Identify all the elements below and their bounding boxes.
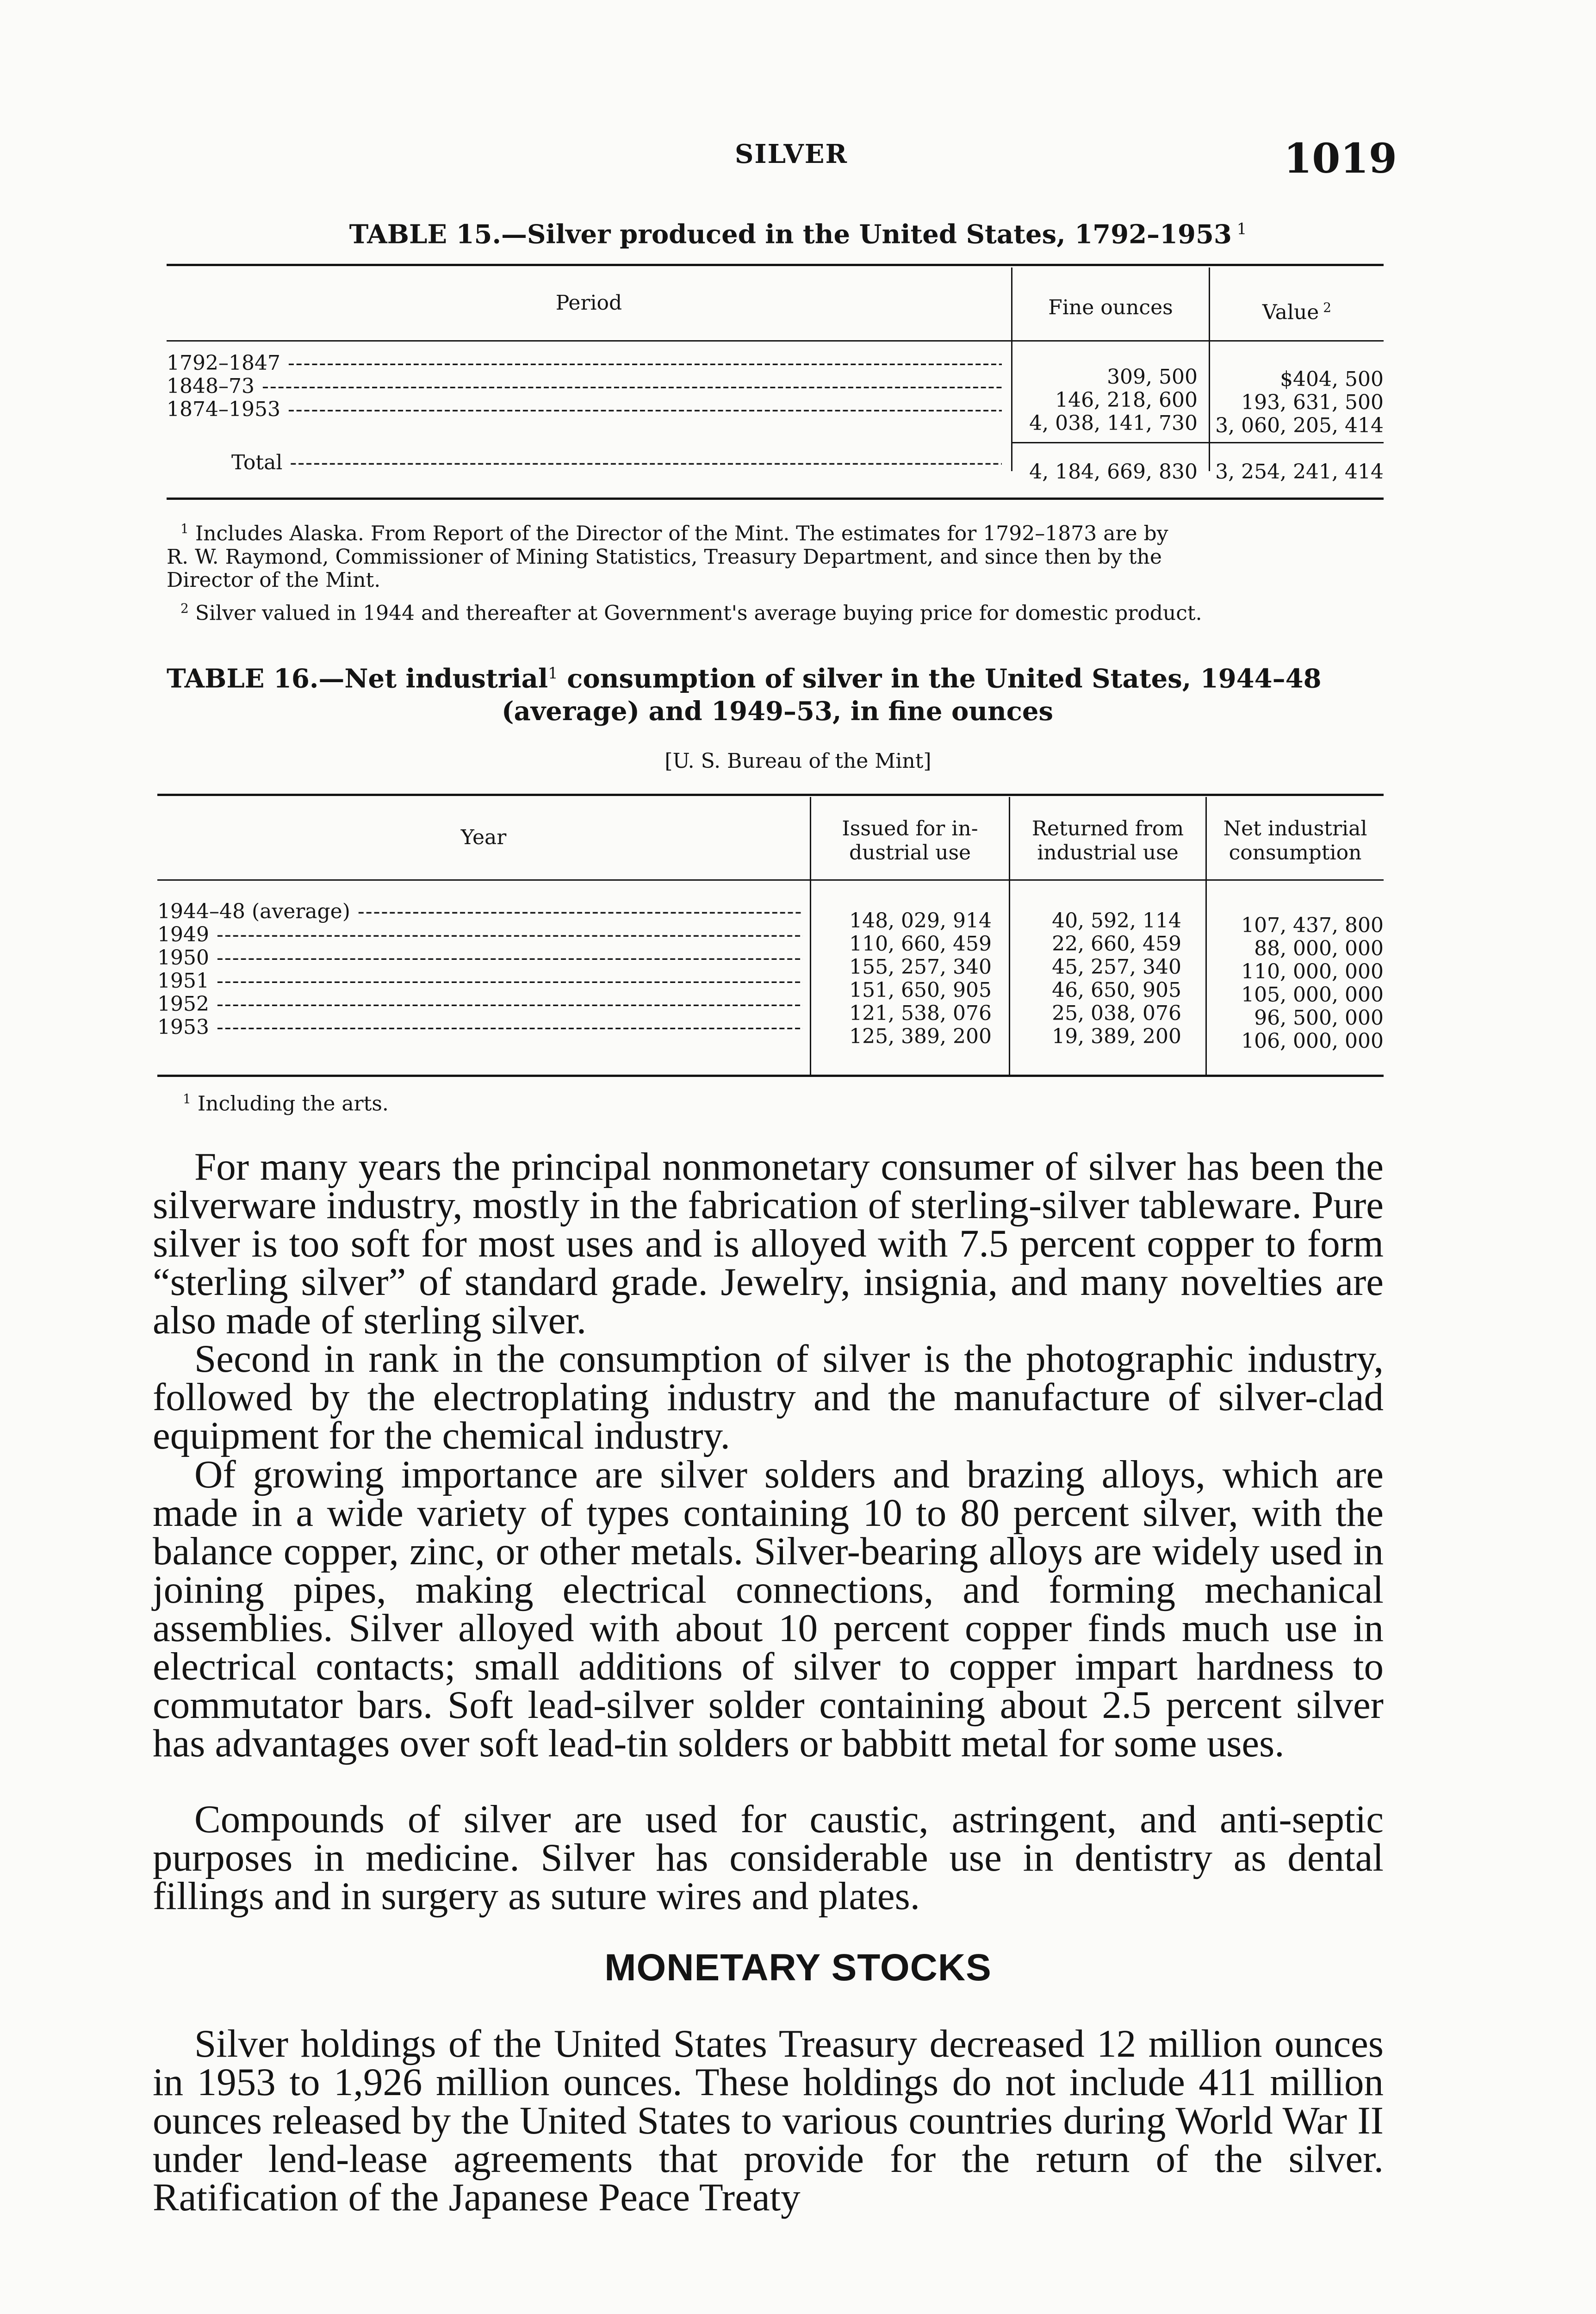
table16-year: 1949 ----- — [157, 923, 803, 946]
body-paragraph: For many years the principal nonmonetary consumer of silver has been the silverware industry, mostly in the fabrication of sterling-silver tableware. Pure silver is too soft for most uses and is alloyed with 7.5 percent copper to form “sterling silver” of standard grade. Jewelry, insignia, and many novelties are also made of sterling silver. — [153, 1145, 1384, 1342]
header-line: Returned from — [1031, 817, 1184, 840]
table16-caption-text: TABLE 16.—Net industrial — [167, 663, 548, 694]
table16-year: 1950 ----- — [157, 946, 803, 970]
table15-header-fine-ounces: Fine ounces — [1048, 296, 1173, 319]
table15-period: 1848–73 ----- — [167, 375, 1002, 398]
table16-returned: 40, 592, 114 — [1052, 909, 1181, 933]
header-line: consumption — [1229, 841, 1362, 865]
table15-value: 3, 060, 205, 414 — [1215, 414, 1384, 437]
table15-header-period: Period — [555, 291, 622, 315]
table16-header-year: Year — [460, 826, 507, 849]
table16-net: 96, 500, 000 — [1254, 1006, 1384, 1030]
table16-net: 110, 000, 000 — [1241, 960, 1384, 983]
table16-issued: 148, 029, 914 — [849, 909, 992, 933]
table16-caption-text-rest: consumption of silver in the United States, 1944–48 — [567, 663, 1322, 694]
table16-caption-line2: (average) and 1949–53, in fine ounces — [501, 696, 1054, 727]
running-head — [0, 134, 1596, 182]
table15-caption-note: 1 — [1236, 220, 1247, 238]
table16-year: 1944–48 (average) ----- — [157, 900, 803, 923]
table15-caption-text: TABLE 15.—Silver produced in the United States, 1792–1953 — [349, 219, 1232, 250]
header-line: dustrial use — [849, 841, 971, 865]
table16-net: 107, 437, 800 — [1241, 914, 1384, 937]
table16-caption — [167, 657, 1388, 728]
table16-header-net — [1207, 817, 1384, 865]
table15-header-rule — [167, 340, 1384, 342]
table16-header-issued — [811, 817, 1009, 865]
table15-header-value-note: 2 — [1323, 300, 1332, 315]
footnote-mark: 2 — [180, 601, 189, 616]
table15-total-value: 3, 254, 241, 414 — [1215, 460, 1384, 484]
footnote-line: R. W. Raymond, Commissioner of Mining Statistics, Treasury Department, and since then by the — [167, 545, 1162, 569]
table15-header-value — [1210, 296, 1384, 324]
table16-source: [U. S. Bureau of the Mint] — [664, 749, 932, 773]
table16-bottom-rule — [157, 1075, 1384, 1077]
table15-total-label: Total ----- — [231, 451, 1002, 474]
table16-header-rule — [157, 879, 1384, 881]
table15-period: 1874–1953 ----- — [167, 398, 1002, 421]
table15-top-rule — [167, 264, 1384, 266]
table16-net: 88, 000, 000 — [1254, 937, 1384, 960]
table15-value: $404, 500 — [1280, 367, 1384, 391]
footnote-line: Silver valued in 1944 and thereafter at Government's average buying price for domestic product. — [195, 601, 1202, 625]
table15-fine-ounces: 309, 500 — [1107, 365, 1198, 389]
table15-caption — [0, 213, 1596, 251]
table15-footnote-2 — [167, 597, 1384, 625]
table16-net: 106, 000, 000 — [1241, 1029, 1384, 1053]
header-line: Issued for in- — [842, 817, 978, 840]
table16-issued: 125, 389, 200 — [849, 1025, 992, 1048]
page-number: 1019 — [1284, 134, 1397, 182]
table16-net: 105, 000, 000 — [1241, 983, 1384, 1007]
table16-returned: 46, 650, 905 — [1052, 978, 1181, 1002]
body-paragraph: Of growing importance are silver solders and brazing alloys, which are made in a wide variety of types containing 10 to 80 percent silver, with the balance copper, zinc, or other metals. Silver-bearing alloys are widely used in joining pipes, making electrical connections, and forming mechanical assemblies. Silver alloyed with about 10 percent copper finds much use in electrical contacts; small additions of silver to copper impart hardness to commutator bars. Soft lead-silver solder containing about 2.5 percent silver has advantages over soft lead-tin solders or babbitt metal for some uses. — [153, 1453, 1384, 1765]
table15-header-value-text: Value — [1262, 300, 1319, 324]
table16-top-rule — [157, 794, 1384, 796]
table16-returned: 25, 038, 076 — [1052, 1001, 1181, 1025]
table16-year: 1952 ----- — [157, 993, 803, 1016]
table16-issued: 155, 257, 340 — [849, 955, 992, 979]
table16-caption-line1 — [167, 657, 1388, 695]
footnote-text: Including the arts. — [197, 1092, 389, 1116]
table15-bottom-rule — [167, 498, 1384, 500]
table16-caption-note: 1 — [548, 664, 558, 683]
table16-returned: 45, 257, 340 — [1052, 955, 1181, 979]
table15-footnote-1 — [167, 517, 1384, 592]
table16-issued: 121, 538, 076 — [849, 1001, 992, 1025]
body-paragraph: Silver holdings of the United States Treasury decreased 12 million ounces in 1953 to 1,926 million ounces. These holdings do not include 411 million ounces released by the United States to various countries during World War II under lend-lease agreements that provide for the return of the silver. Ratification of the Japanese Peace Treaty — [153, 2022, 1384, 2219]
table16-issued: 110, 660, 459 — [849, 932, 992, 956]
table15-period: 1792–1847 ----- — [167, 352, 1002, 375]
footnote-line: Includes Alaska. From Report of the Director of the Mint. The estimates for 1792–1873 are by — [195, 522, 1168, 546]
body-paragraph: Second in rank in the consumption of silver is the photographic industry, followed by the electroplating industry and the manufacture of silver-clad equipment for the chemical industry. — [153, 1337, 1384, 1457]
table16-year: 1953 ----- — [157, 1016, 803, 1039]
running-head-title: SILVER — [734, 139, 848, 169]
table16-returned: 22, 660, 459 — [1052, 932, 1181, 956]
table15-fine-ounces: 146, 218, 600 — [1055, 388, 1198, 412]
footnote-mark: 1 — [183, 1091, 191, 1107]
table15-total-fine-ounces: 4, 184, 669, 830 — [1029, 460, 1198, 484]
body-paragraph: Compounds of silver are used for caustic, astringent, and anti-septic purposes in medicine. Silver has considerable use in dentistry as dental fillings and in surgery as suture wires and plates. — [153, 1798, 1384, 1918]
section-heading: MONETARY STOCKS — [604, 1947, 992, 1989]
header-line: Net industrial — [1223, 817, 1367, 840]
table16-issued: 151, 650, 905 — [849, 978, 992, 1002]
table15-value: 193, 631, 500 — [1241, 391, 1384, 414]
table16-header-returned — [1010, 817, 1205, 865]
header-line: industrial use — [1037, 841, 1179, 865]
footnote-mark: 1 — [180, 521, 189, 536]
table16-year: 1951 ----- — [157, 970, 803, 993]
table16-footnote — [183, 1088, 389, 1116]
footnote-line: Director of the Mint. — [167, 568, 381, 592]
table16-returned: 19, 389, 200 — [1052, 1025, 1181, 1048]
table15-fine-ounces: 4, 038, 141, 730 — [1029, 411, 1198, 435]
table15-total-rule — [1012, 442, 1384, 443]
